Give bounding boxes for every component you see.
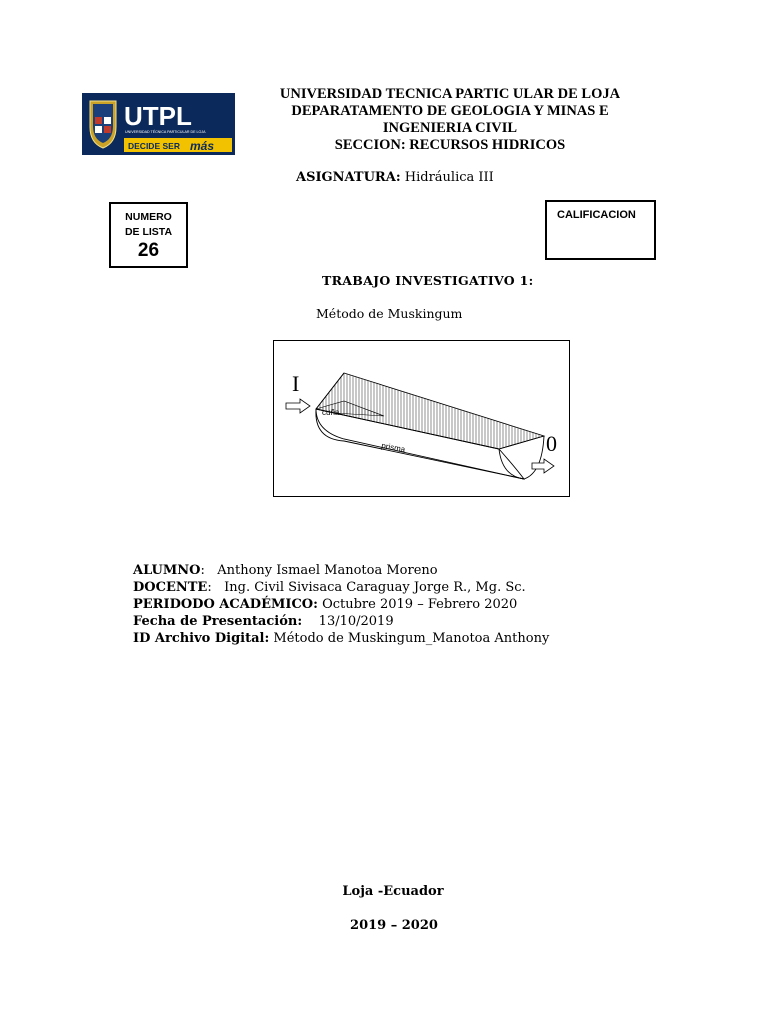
header-department-2: INGENIERIA CIVIL: [382, 120, 518, 136]
alumno-sep: :: [200, 563, 205, 578]
info-periodo: [133, 596, 517, 613]
periodo-label: PERIDODO ACADÉMICO:: [133, 597, 318, 612]
logo-tagline: UNIVERSIDAD TÉCNICA PARTICULAR DE LOJA: [125, 130, 206, 134]
asignatura-line: [296, 170, 494, 185]
fecha-label: Fecha de Presentación:: [133, 614, 303, 629]
numero-lista-box: [109, 202, 188, 268]
numero-lista-value: 26: [137, 240, 160, 261]
trabajo-title: TRABAJO INVESTIGATIVO 1:: [322, 273, 534, 288]
info-alumno: [133, 562, 438, 579]
logo-slogan-a: DECIDE SER: [128, 141, 180, 151]
alumno-value: Anthony Ismael Manotoa Moreno: [217, 563, 438, 578]
calificacion-label: CALIFICACION: [557, 209, 636, 221]
numero-lista-label-2: DE LISTA: [124, 226, 173, 238]
asignatura-label: ASIGNATURA:: [296, 170, 401, 185]
header-university: UNIVERSIDAD TECNICA PARTIC ULAR DE LOJA: [279, 86, 621, 102]
docente-sep: :: [207, 580, 212, 595]
logo-slogan-b: más: [190, 139, 215, 153]
footer-years: 2019 – 2020: [350, 918, 438, 933]
info-docente: [133, 579, 526, 596]
utpl-logo: [82, 93, 235, 155]
trabajo-subtitle: Método de Muskingum: [316, 306, 463, 321]
figure-label-prism: prisma: [380, 441, 406, 455]
periodo-value: Octubre 2019 – Febrero 2020: [322, 597, 518, 612]
docente-label: DOCENTE: [133, 580, 208, 595]
muskingum-figure: [273, 340, 570, 497]
alumno-label: ALUMNO: [133, 563, 201, 578]
figure-label-wedge: cuña: [322, 408, 340, 417]
info-fecha: [133, 613, 394, 630]
footer-place: Loja -Ecuador: [342, 884, 444, 899]
id-value: Método de Muskingum_Manotoa Anthony: [273, 631, 550, 646]
asignatura-value: Hidráulica III: [404, 170, 494, 185]
docente-value: Ing. Civil Sivisaca Caraguay Jorge R., Mg. Sc.: [224, 580, 526, 595]
figure-label-inflow: I: [292, 371, 300, 396]
id-label: ID Archivo Digital:: [133, 631, 270, 646]
numero-lista-label-1: NUMERO: [125, 211, 172, 223]
info-id-archivo: [133, 630, 549, 647]
logo-brand: UTPL: [124, 101, 192, 131]
header-section: SECCION: RECURSOS HIDRICOS: [334, 137, 566, 153]
calificacion-box: [545, 200, 656, 260]
header-department: DEPARATAMENTO DE GEOLOGIA Y MINAS E: [291, 103, 609, 119]
fecha-value: 13/10/2019: [318, 614, 394, 629]
figure-label-outflow: 0: [546, 431, 557, 456]
